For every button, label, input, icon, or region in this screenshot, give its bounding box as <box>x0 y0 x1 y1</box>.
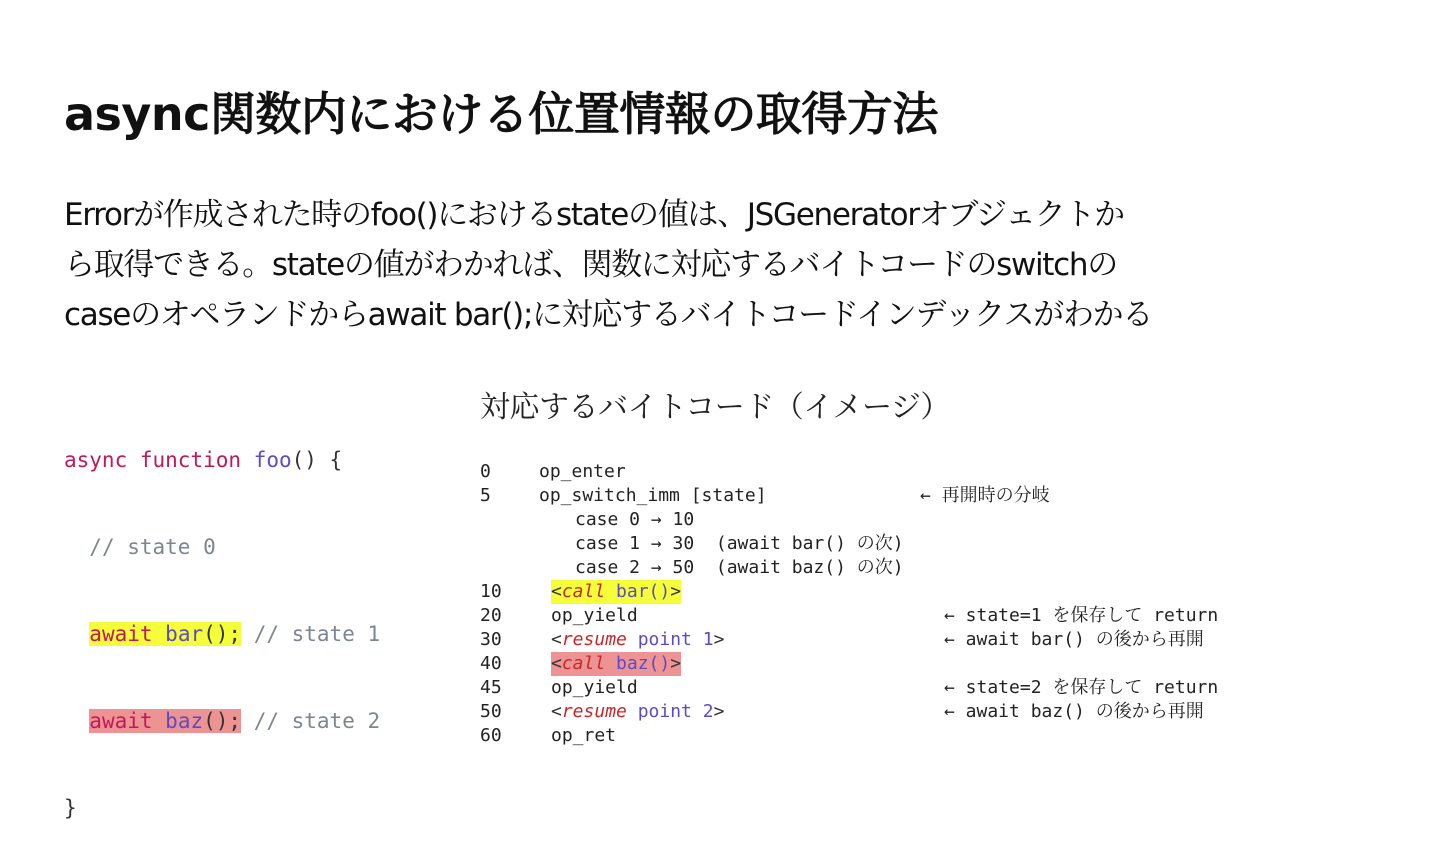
code-line-4 <box>64 707 380 736</box>
bytecode-heading: 対応するバイトコード（イメージ） <box>480 390 950 425</box>
highlight-await-baz <box>89 709 241 733</box>
bytecode-resume-point <box>551 628 724 652</box>
code-line-5 <box>64 794 380 823</box>
code-punctuation: (); <box>203 622 242 646</box>
code-line-2 <box>64 533 380 562</box>
bytecode-resume-point <box>551 700 724 724</box>
bytecode-index: 10 <box>480 581 502 602</box>
bytecode-target: point 1 <box>626 629 714 650</box>
bytecode-call <box>551 652 681 676</box>
angle-close: > <box>670 653 682 674</box>
bytecode-index: 30 <box>480 629 502 650</box>
angle-open: < <box>551 581 562 602</box>
bytecode-index: 5 <box>480 485 491 506</box>
code-comment: // state 0 <box>89 535 216 559</box>
bytecode-keyword: call <box>561 581 606 602</box>
code-punctuation: () { <box>291 448 343 472</box>
code-keyword-function: function <box>139 448 242 472</box>
bytecode-annotation: ← await baz() の後から再開 <box>944 701 1204 722</box>
switch-case: case 0 → 10 <box>575 509 695 530</box>
code-line-3 <box>64 620 380 649</box>
description-line-1: Errorが作成された時のfoo()におけるstateの値は、JSGeneratorオブジェクトか <box>64 197 1124 233</box>
angle-close: > <box>670 581 682 602</box>
switch-case: case 1 → 30 (await bar() の次) <box>575 533 904 554</box>
bytecode-index: 0 <box>480 461 491 482</box>
angle-close: > <box>713 701 725 722</box>
code-function-name: baz <box>165 709 204 733</box>
bytecode-annotation: ← await bar() の後から再開 <box>944 629 1204 650</box>
bytecode-op: op_ret <box>551 725 617 746</box>
bytecode-index: 40 <box>480 653 502 674</box>
code-indent <box>64 622 89 646</box>
slide-description <box>64 190 1384 340</box>
bytecode-op: op_switch_imm [state] <box>539 485 767 506</box>
slide-title: async関数内における位置情報の取得方法 <box>64 87 938 141</box>
code-indent <box>64 535 89 559</box>
bytecode-target: point 2 <box>626 701 714 722</box>
bytecode-index: 60 <box>480 725 502 746</box>
angle-open: < <box>551 653 562 674</box>
bytecode-index: 50 <box>480 701 502 722</box>
code-keyword-await: await <box>89 622 153 646</box>
bytecode-keyword: resume <box>561 629 627 650</box>
angle-open: < <box>551 701 562 722</box>
angle-open: < <box>551 629 562 650</box>
bytecode-target: baz() <box>605 653 671 674</box>
source-code-block <box>64 388 380 852</box>
bytecode-annotation: ← 再開時の分岐 <box>920 485 1050 506</box>
code-function-name: foo <box>253 448 292 472</box>
bytecode-keyword: resume <box>561 701 627 722</box>
code-indent <box>64 709 89 733</box>
description-line-2: ら取得できる。stateの値がわかれば、関数に対応するバイトコードのswitchの <box>64 247 1117 283</box>
code-punctuation: (); <box>203 709 242 733</box>
bytecode-target: bar() <box>605 581 671 602</box>
code-keyword-async: async <box>64 448 128 472</box>
angle-close: > <box>713 629 725 650</box>
highlight-await-bar <box>89 622 241 646</box>
code-function-name: bar <box>165 622 204 646</box>
bytecode-annotation: ← state=2 を保存して return <box>944 677 1219 698</box>
bytecode-op: op_yield <box>551 677 638 698</box>
code-line-1 <box>64 446 380 475</box>
bytecode-call <box>551 580 681 604</box>
description-line-3: caseのオペランドからawait bar();に対応するバイトコードインデックスがわかる <box>64 297 1153 333</box>
bytecode-index: 45 <box>480 677 502 698</box>
bytecode-index: 20 <box>480 605 502 626</box>
code-closing-brace: } <box>64 796 77 820</box>
bytecode-annotation: ← state=1 を保存して return <box>944 605 1219 626</box>
switch-case: case 2 → 50 (await baz() の次) <box>575 557 904 578</box>
code-keyword-await: await <box>89 709 153 733</box>
code-comment: // state 2 <box>253 709 381 733</box>
bytecode-op: op_yield <box>551 605 638 626</box>
bytecode-op: op_enter <box>539 461 626 482</box>
code-comment: // state 1 <box>253 622 381 646</box>
bytecode-keyword: call <box>561 653 606 674</box>
